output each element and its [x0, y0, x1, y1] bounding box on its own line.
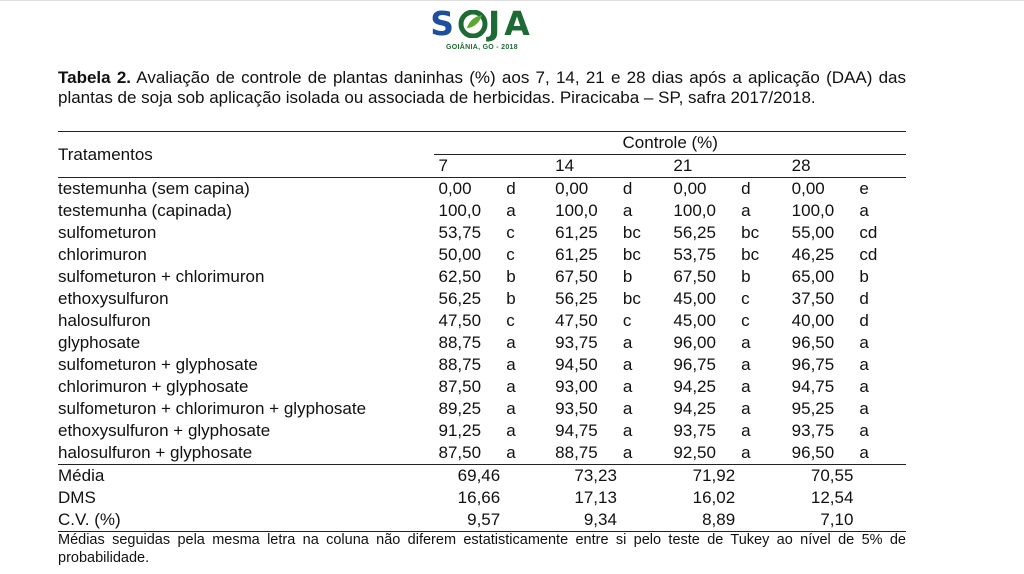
weed-control-table — [58, 131, 906, 532]
control-value: 56,25 — [438, 289, 482, 308]
table-row — [58, 288, 906, 310]
treatment-name: sulfometuron + chlorimuron — [58, 267, 265, 286]
control-value: 45,00 — [673, 289, 716, 308]
tukey-letter: b — [506, 289, 516, 308]
tukey-letter: a — [623, 442, 670, 465]
table-row — [58, 376, 906, 398]
tukey-letter: d — [859, 289, 869, 308]
control-value: 93,75 — [673, 421, 716, 440]
table-row — [58, 178, 906, 201]
control-value: 0,00 — [555, 179, 589, 198]
tukey-letter: a — [506, 355, 516, 374]
control-value: 46,25 — [791, 245, 835, 264]
col-header-day: 21 — [669, 155, 741, 178]
tukey-letter: b — [859, 267, 869, 286]
table-row — [58, 200, 906, 222]
table-row — [58, 332, 906, 354]
treatment-name: testemunha (sem capina) — [58, 179, 250, 198]
control-value: 100,0 — [438, 201, 482, 220]
tukey-letter: c — [622, 311, 632, 330]
control-value: 100,0 — [673, 201, 716, 220]
treatment-name: halosulfuron + glyphosate — [58, 442, 434, 465]
tukey-letter: a — [622, 377, 633, 396]
control-value: 93,00 — [555, 377, 598, 396]
tukey-letter: a — [741, 201, 751, 220]
tukey-letter: bc — [741, 223, 760, 242]
table-row — [58, 222, 906, 244]
tukey-letter: a — [506, 201, 516, 220]
control-value: 89,25 — [438, 399, 482, 418]
control-value: 61,25 — [555, 223, 598, 242]
control-value: 0,00 — [673, 179, 707, 198]
logo-wordmark: S JA — [430, 4, 534, 43]
control-value: 47,50 — [438, 311, 482, 330]
tukey-letter: d — [506, 179, 516, 198]
table-caption — [58, 68, 906, 108]
control-value: 50,00 — [438, 245, 482, 264]
tukey-letter: c — [506, 311, 515, 330]
stat-name: DMS — [58, 488, 96, 507]
stat-value: 8,89 — [669, 509, 741, 532]
treatment-name: halosulfuron — [58, 311, 151, 330]
control-value: 93,75 — [555, 333, 598, 352]
control-value: 67,50 — [555, 267, 598, 286]
stat-value: 12,54 — [810, 488, 854, 507]
col-header-day: 14 — [551, 155, 623, 178]
control-value: 47,50 — [555, 311, 598, 330]
control-value: 96,50 — [791, 333, 835, 352]
col-header-control: Controle (%) — [434, 132, 906, 155]
control-value: 56,25 — [555, 289, 598, 308]
tukey-letter: bc — [741, 245, 760, 264]
caption-text: Avaliação de controle de plantas daninhas (%) aos 7, 14, 21 e 28 dias após a aplicação (DAA) das plantas de soja sob aplicação isolada ou associada de herbicidas. Piracicaba – SP, safra 2017/2018. — [58, 68, 906, 107]
tukey-letter: a — [506, 421, 516, 440]
control-value: 61,25 — [555, 245, 598, 264]
control-value: 93,75 — [791, 421, 835, 440]
control-value: 0,00 — [438, 179, 472, 198]
tukey-letter: bc — [622, 223, 641, 242]
soja-logo — [412, 6, 552, 56]
table-row — [58, 420, 906, 442]
table-row — [58, 398, 906, 420]
logo-subtitle: GOIÂNIA, GO - 2018 — [446, 44, 518, 51]
leaf-o-icon — [458, 9, 488, 37]
control-value: 96,75 — [673, 355, 716, 374]
table-row — [58, 310, 906, 332]
caption-label: Tabela 2. — [58, 68, 132, 87]
tukey-letter: a — [741, 442, 788, 465]
stat-row — [58, 509, 906, 532]
control-value: 88,75 — [438, 355, 482, 374]
tukey-letter: a — [622, 201, 633, 220]
stat-value: 71,92 — [692, 466, 736, 485]
stat-row — [58, 465, 906, 488]
tukey-letter: a — [506, 399, 516, 418]
stat-value: 17,13 — [574, 488, 617, 507]
tukey-letter: d — [622, 179, 633, 198]
control-value: 67,50 — [673, 267, 716, 286]
table-body — [58, 178, 906, 465]
control-value: 96,00 — [673, 333, 716, 352]
treatment-name: sulfometuron — [58, 223, 157, 242]
stat-value: 73,23 — [574, 466, 617, 485]
tukey-letter: c — [741, 289, 750, 308]
control-value: 0,00 — [791, 179, 825, 198]
table-row — [58, 244, 906, 266]
control-value: 93,50 — [555, 399, 598, 418]
tukey-letter: a — [741, 377, 751, 396]
control-value: 94,25 — [673, 399, 716, 418]
treatment-name: ethoxysulfuron — [58, 289, 169, 308]
tukey-letter: bc — [622, 289, 641, 308]
tukey-letter: a — [859, 377, 869, 396]
tukey-letter: b — [506, 267, 516, 286]
tukey-letter: a — [506, 333, 516, 352]
tukey-letter: a — [859, 201, 869, 220]
control-value: 87,50 — [434, 442, 506, 465]
tukey-letter: cd — [859, 245, 878, 264]
control-value: 53,75 — [673, 245, 716, 264]
treatment-name: testemunha (capinada) — [58, 201, 232, 220]
table-row — [58, 442, 906, 465]
stat-value: 69,46 — [457, 466, 501, 485]
control-value: 91,25 — [438, 421, 482, 440]
tukey-letter: d — [859, 311, 869, 330]
tukey-letter: a — [859, 355, 869, 374]
control-value: 94,50 — [555, 355, 598, 374]
table-row — [58, 354, 906, 376]
control-value: 100,0 — [791, 201, 835, 220]
tukey-letter: a — [741, 399, 751, 418]
tukey-letter: a — [622, 333, 633, 352]
tukey-letter: a — [859, 442, 906, 465]
tukey-letter: e — [859, 179, 869, 198]
control-value: 37,50 — [791, 289, 835, 308]
tukey-letter: b — [622, 267, 633, 286]
treatment-name: chlorimuron + glyphosate — [58, 377, 249, 396]
table-stats — [58, 465, 906, 532]
col-header-day: 7 — [434, 155, 506, 178]
control-value: 94,25 — [673, 377, 716, 396]
control-value: 88,75 — [438, 333, 482, 352]
control-value: 95,25 — [791, 399, 835, 418]
col-header-treatments: Tratamentos — [58, 132, 434, 178]
tukey-letter: a — [859, 333, 869, 352]
control-value: 65,00 — [791, 267, 835, 286]
control-value: 88,75 — [551, 442, 623, 465]
tukey-letter: cd — [859, 223, 878, 242]
control-value: 45,00 — [673, 311, 716, 330]
treatment-name: ethoxysulfuron + glyphosate — [58, 421, 271, 440]
tukey-letter: c — [506, 223, 515, 242]
tukey-letter: a — [506, 377, 516, 396]
treatment-name: chlorimuron — [58, 245, 147, 264]
tukey-letter: d — [741, 179, 751, 198]
stat-value: 9,34 — [551, 509, 623, 532]
stat-value: 70,55 — [810, 466, 854, 485]
stat-value: 16,02 — [692, 488, 736, 507]
treatment-name: sulfometuron + chlorimuron + glyphosate — [58, 399, 367, 418]
control-value: 92,50 — [669, 442, 741, 465]
tukey-letter: a — [859, 399, 869, 418]
treatment-name: sulfometuron + glyphosate — [58, 355, 258, 374]
control-value: 40,00 — [791, 311, 835, 330]
tukey-letter: a — [622, 399, 633, 418]
control-value: 96,75 — [791, 355, 835, 374]
control-value: 56,25 — [673, 223, 716, 242]
tukey-letter: b — [741, 267, 751, 286]
tukey-letter: a — [741, 421, 751, 440]
table-row — [58, 266, 906, 288]
treatment-name: glyphosate — [58, 333, 141, 352]
stat-name: Média — [58, 466, 105, 485]
control-value: 100,0 — [555, 201, 598, 220]
col-header-day: 28 — [788, 155, 860, 178]
control-value: 53,75 — [438, 223, 482, 242]
control-value: 96,50 — [788, 442, 860, 465]
control-value: 87,50 — [438, 377, 482, 396]
tukey-letter: a — [622, 355, 633, 374]
control-value: 94,75 — [791, 377, 835, 396]
tukey-letter: a — [741, 333, 751, 352]
tukey-letter: a — [859, 421, 869, 440]
stat-name: C.V. (%) — [58, 509, 434, 532]
stat-row — [58, 487, 906, 509]
control-value: 62,50 — [438, 267, 482, 286]
control-value: 94,75 — [555, 421, 598, 440]
stat-value: 9,57 — [434, 509, 506, 532]
stat-value: 16,66 — [457, 488, 501, 507]
tukey-letter: c — [741, 311, 750, 330]
control-value: 55,00 — [791, 223, 835, 242]
tukey-letter: a — [741, 355, 751, 374]
header-row-1 — [58, 132, 906, 155]
tukey-letter: a — [506, 442, 551, 465]
stat-value: 7,10 — [788, 509, 860, 532]
tukey-letter: a — [622, 421, 633, 440]
tukey-letter: c — [506, 245, 515, 264]
footnote: Médias seguidas pela mesma letra na coluna não diferem estatisticamente entre si pelo teste de Tukey ao nível de 5% de probabilidade. — [58, 532, 906, 566]
tukey-letter: bc — [622, 245, 641, 264]
